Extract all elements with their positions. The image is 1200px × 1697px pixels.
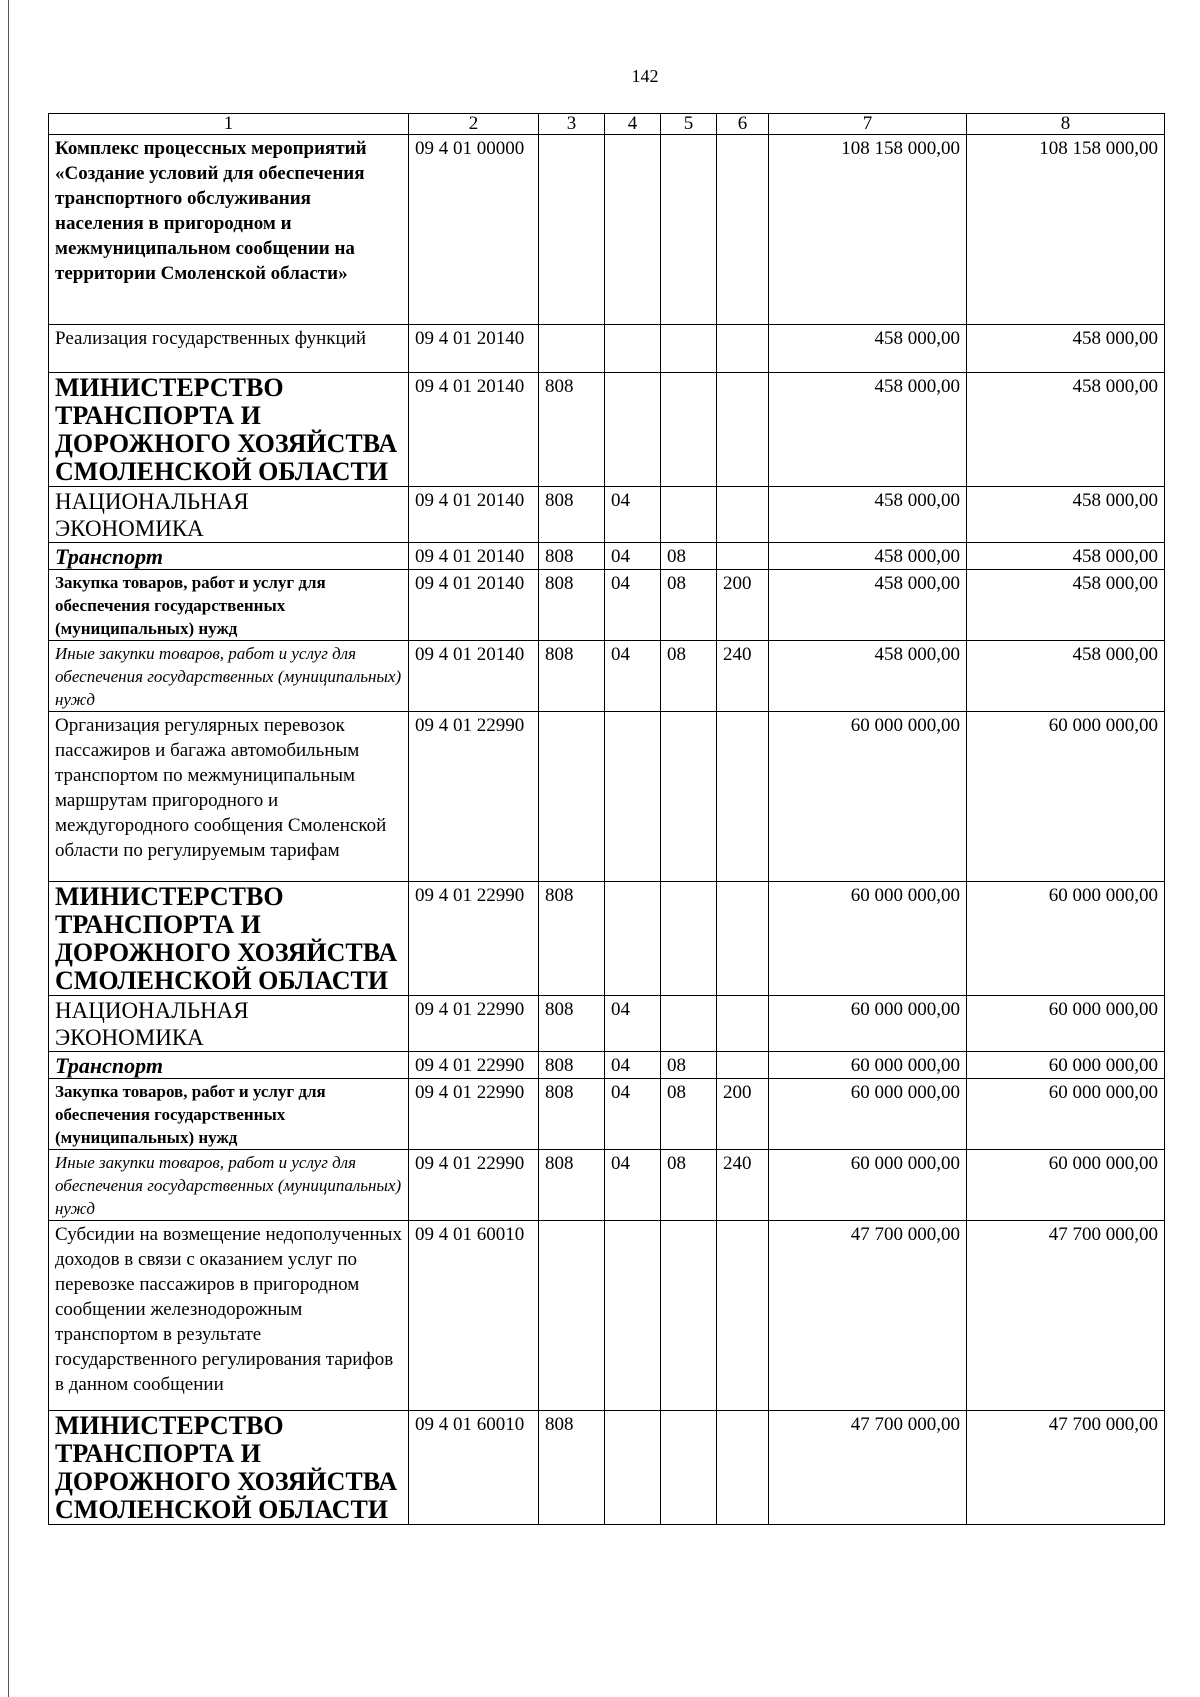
row-name-cell [49,487,409,543]
row-name: Закупка товаров, работ и услуг для обеспечения государственных (муниципальных) нужд [55,573,326,638]
row-name-cell [49,882,409,996]
row-name-cell [49,543,409,570]
amount-cell-col7: 60 000 000,00 [769,1052,967,1079]
budget-code-cell: 09 4 01 20140 [409,487,539,543]
subsection-code-cell [661,487,717,543]
subsection-code-cell [661,135,717,325]
expense-type-cell: 200 [717,1079,769,1150]
ministry-code-cell: 808 [539,1052,605,1079]
table-row [49,641,1165,712]
ministry-code-cell: 808 [539,1411,605,1525]
expense-type-cell [717,373,769,487]
ministry-code-cell: 808 [539,1079,605,1150]
row-name-cell [49,325,409,373]
table-row [49,882,1165,996]
subsection-code-cell [661,882,717,996]
subsection-code-cell [661,325,717,373]
ministry-code-cell: 808 [539,996,605,1052]
ministry-code-cell: 808 [539,543,605,570]
expense-type-cell [717,712,769,882]
amount-cell-col8: 60 000 000,00 [967,996,1165,1052]
budget-code-cell: 09 4 01 20140 [409,641,539,712]
ministry-code-cell: 808 [539,641,605,712]
budget-code-cell: 09 4 01 20140 [409,373,539,487]
table-row [49,1150,1165,1221]
amount-cell-col8: 458 000,00 [967,570,1165,641]
budget-code-cell: 09 4 01 22990 [409,1150,539,1221]
row-name-cell [49,1150,409,1221]
row-name-cell [49,641,409,712]
row-name: Организация регулярных перевозок пассажиров и багажа автомобильным транспортом по межмуниципальным маршрутам пригородного и междугородного сообщения Смоленской области по регулируемым тарифам [55,715,387,861]
row-name-cell [49,135,409,325]
amount-cell-col8: 108 158 000,00 [967,135,1165,325]
budget-code-cell: 09 4 01 22990 [409,1079,539,1150]
header-cell: 6 [717,114,769,135]
budget-code-cell: 09 4 01 60010 [409,1411,539,1525]
expense-type-cell [717,135,769,325]
ministry-code-cell: 808 [539,882,605,996]
table-row [49,1411,1165,1525]
row-name: Иные закупки товаров, работ и услуг для обеспечения государственных (муниципальных) нужд [55,644,402,709]
expense-type-cell [717,325,769,373]
budget-code-cell: 09 4 01 60010 [409,1221,539,1411]
amount-cell-col7: 458 000,00 [769,641,967,712]
row-name-cell [49,1079,409,1150]
budget-code-cell: 09 4 01 22990 [409,1052,539,1079]
budget-code-cell: 09 4 01 22990 [409,712,539,882]
table-row [49,1221,1165,1411]
amount-cell-col8: 60 000 000,00 [967,712,1165,882]
amount-cell-col8: 458 000,00 [967,487,1165,543]
ministry-code-cell: 808 [539,487,605,543]
header-cell: 3 [539,114,605,135]
ministry-code-cell: 808 [539,373,605,487]
subsection-code-cell: 08 [661,543,717,570]
expense-type-cell [717,996,769,1052]
subsection-code-cell [661,996,717,1052]
section-code-cell [605,712,661,882]
section-code-cell: 04 [605,996,661,1052]
amount-cell-col8: 458 000,00 [967,641,1165,712]
scan-edge-line [8,0,9,1697]
amount-cell-col7: 47 700 000,00 [769,1221,967,1411]
subsection-code-cell [661,373,717,487]
section-code-cell: 04 [605,1052,661,1079]
expense-type-cell [717,1411,769,1525]
row-name: МИНИСТЕРСТВО ТРАНСПОРТА И ДОРОЖНОГО ХОЗЯЙСТВА СМОЛЕНСКОЙ ОБЛАСТИ [55,882,398,995]
expense-type-cell: 200 [717,570,769,641]
header-row [49,114,1165,135]
ministry-code-cell: 808 [539,570,605,641]
budget-code-cell: 09 4 01 20140 [409,570,539,641]
ministry-code-cell: 808 [539,1150,605,1221]
amount-cell-col7: 60 000 000,00 [769,882,967,996]
expense-type-cell [717,1221,769,1411]
table-row [49,135,1165,325]
row-name-cell [49,373,409,487]
row-name: НАЦИОНАЛЬНАЯ ЭКОНОМИКА [55,998,249,1050]
ministry-code-cell [539,135,605,325]
subsection-code-cell [661,712,717,882]
budget-code-cell: 09 4 01 22990 [409,882,539,996]
amount-cell-col7: 458 000,00 [769,570,967,641]
header-cell: 1 [49,114,409,135]
header-cell: 7 [769,114,967,135]
table-row [49,570,1165,641]
subsection-code-cell: 08 [661,1079,717,1150]
section-code-cell: 04 [605,543,661,570]
table-row [49,1052,1165,1079]
amount-cell-col8: 47 700 000,00 [967,1411,1165,1525]
amount-cell-col8: 60 000 000,00 [967,1052,1165,1079]
budget-code-cell: 09 4 01 22990 [409,996,539,1052]
amount-cell-col7: 60 000 000,00 [769,996,967,1052]
ministry-code-cell [539,1221,605,1411]
subsection-code-cell [661,1221,717,1411]
section-code-cell [605,1221,661,1411]
amount-cell-col8: 458 000,00 [967,325,1165,373]
row-name-cell [49,996,409,1052]
header-cell: 4 [605,114,661,135]
budget-code-cell: 09 4 01 20140 [409,543,539,570]
expense-type-cell [717,882,769,996]
amount-cell-col7: 458 000,00 [769,325,967,373]
row-name-cell [49,1052,409,1079]
table-row [49,325,1165,373]
header-cell: 2 [409,114,539,135]
amount-cell-col8: 60 000 000,00 [967,1079,1165,1150]
section-code-cell [605,325,661,373]
row-name: Комплекс процессных мероприятий «Создание условий для обеспечения транспортного обслуживания населения в пригородном и межмуниципальном сообщении на территории Смоленской области» [55,138,367,284]
expense-type-cell [717,487,769,543]
table-row [49,712,1165,882]
ministry-code-cell [539,712,605,882]
table-row [49,543,1165,570]
section-code-cell: 04 [605,487,661,543]
subsection-code-cell: 08 [661,1052,717,1079]
subsection-code-cell [661,1411,717,1525]
section-code-cell: 04 [605,1079,661,1150]
section-code-cell: 04 [605,570,661,641]
row-name-cell [49,1411,409,1525]
section-code-cell [605,135,661,325]
row-name: МИНИСТЕРСТВО ТРАНСПОРТА И ДОРОЖНОГО ХОЗЯЙСТВА СМОЛЕНСКОЙ ОБЛАСТИ [55,373,398,486]
amount-cell-col7: 60 000 000,00 [769,712,967,882]
amount-cell-col7: 60 000 000,00 [769,1150,967,1221]
row-name: МИНИСТЕРСТВО ТРАНСПОРТА И ДОРОЖНОГО ХОЗЯЙСТВА СМОЛЕНСКОЙ ОБЛАСТИ [55,1411,398,1524]
ministry-code-cell [539,325,605,373]
amount-cell-col7: 458 000,00 [769,487,967,543]
amount-cell-col7: 60 000 000,00 [769,1079,967,1150]
row-name-cell [49,712,409,882]
expense-type-cell [717,1052,769,1079]
amount-cell-col8: 47 700 000,00 [967,1221,1165,1411]
amount-cell-col7: 47 700 000,00 [769,1411,967,1525]
amount-cell-col8: 458 000,00 [967,373,1165,487]
row-name-cell [49,1221,409,1411]
row-name: Иные закупки товаров, работ и услуг для обеспечения государственных (муниципальных) нужд [55,1153,402,1218]
header-cell: 8 [967,114,1165,135]
row-name-cell [49,570,409,641]
subsection-code-cell: 08 [661,1150,717,1221]
row-name: Транспорт [55,544,163,569]
row-name: Субсидии на возмещение недополученных доходов в связи с оказанием услуг по перевозке пассажиров в пригородном сообщении железнодорожным транспортом в результате государственного регулирования тарифов в данном сообщении [55,1224,402,1395]
row-name: Транспорт [55,1053,163,1078]
section-code-cell [605,1411,661,1525]
table-row [49,1079,1165,1150]
page-number: 142 [631,66,659,86]
subsection-code-cell: 08 [661,641,717,712]
expense-type-cell: 240 [717,1150,769,1221]
section-code-cell: 04 [605,641,661,712]
amount-cell-col7: 458 000,00 [769,373,967,487]
budget-table [48,113,1165,1525]
expense-type-cell [717,543,769,570]
amount-cell-col7: 108 158 000,00 [769,135,967,325]
amount-cell-col8: 458 000,00 [967,543,1165,570]
amount-cell-col7: 458 000,00 [769,543,967,570]
budget-code-cell: 09 4 01 00000 [409,135,539,325]
section-code-cell: 04 [605,1150,661,1221]
row-name: НАЦИОНАЛЬНАЯ ЭКОНОМИКА [55,489,249,541]
table-row [49,487,1165,543]
section-code-cell [605,882,661,996]
budget-code-cell: 09 4 01 20140 [409,325,539,373]
table-row [49,996,1165,1052]
amount-cell-col8: 60 000 000,00 [967,882,1165,996]
amount-cell-col8: 60 000 000,00 [967,1150,1165,1221]
table-row [49,373,1165,487]
subsection-code-cell: 08 [661,570,717,641]
expense-type-cell: 240 [717,641,769,712]
section-code-cell [605,373,661,487]
header-cell: 5 [661,114,717,135]
row-name: Закупка товаров, работ и услуг для обеспечения государственных (муниципальных) нужд [55,1082,326,1147]
row-name: Реализация государственных функций [55,328,366,349]
